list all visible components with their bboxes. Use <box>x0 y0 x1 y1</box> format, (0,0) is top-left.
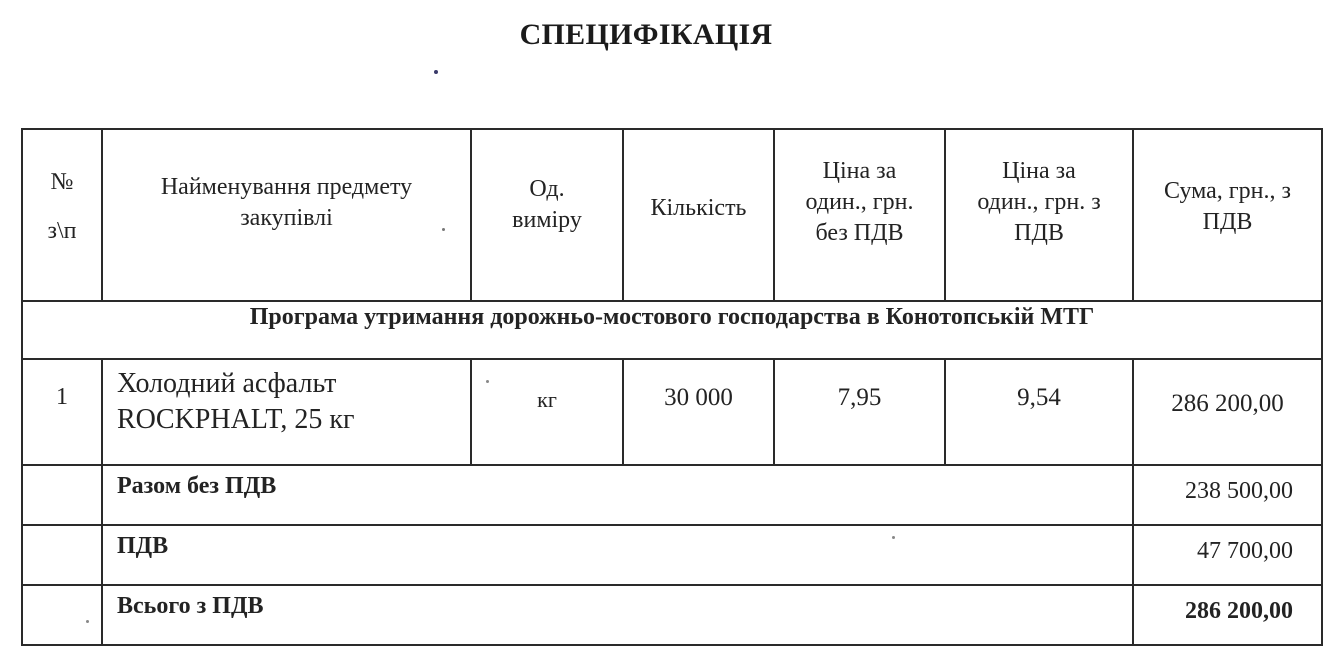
sum-cell: 286 200,00 <box>1133 359 1322 465</box>
section-row <box>22 301 1322 359</box>
price-without-vat-cell: 7,95 <box>774 359 945 465</box>
page-title: СПЕЦИФІКАЦІЯ <box>519 18 773 51</box>
item-name-cell: Холодний асфальт ROCKPHALT, 25 кг <box>102 359 471 465</box>
total-label: Всього з ПДВ <box>102 585 1133 645</box>
header-item-name: Найменування предмету закупівлі <box>102 129 471 301</box>
total-value: 286 200,00 <box>1133 585 1322 645</box>
unit-cell: кг <box>471 359 623 465</box>
header-unit: Од. виміру <box>471 129 623 301</box>
scan-speck <box>434 70 438 74</box>
total-row <box>22 585 1322 645</box>
specification-table <box>21 128 1323 646</box>
subtotal-label: Разом без ПДВ <box>102 465 1133 525</box>
vat-value: 47 700,00 <box>1133 525 1322 585</box>
table-row <box>22 359 1322 465</box>
empty-cell <box>22 525 102 585</box>
row-number-cell: 1 <box>22 359 102 465</box>
vat-label: ПДВ <box>102 525 1133 585</box>
header-price-without-vat: Ціна за один., грн. без ПДВ <box>774 129 945 301</box>
section-title: Програма утримання дорожньо-мостового господарства в Конотопській МТГ <box>22 301 1322 359</box>
vat-row <box>22 525 1322 585</box>
empty-cell <box>22 465 102 525</box>
header-sum: Сума, грн., з ПДВ <box>1133 129 1322 301</box>
header-quantity: Кількість <box>623 129 774 301</box>
header-price-with-vat: Ціна за один., грн. з ПДВ <box>945 129 1133 301</box>
subtotal-row <box>22 465 1322 525</box>
quantity-cell: 30 000 <box>623 359 774 465</box>
header-row <box>22 129 1322 301</box>
header-number: № з\п <box>22 129 102 301</box>
empty-cell <box>22 585 102 645</box>
price-with-vat-cell: 9,54 <box>945 359 1133 465</box>
subtotal-value: 238 500,00 <box>1133 465 1322 525</box>
